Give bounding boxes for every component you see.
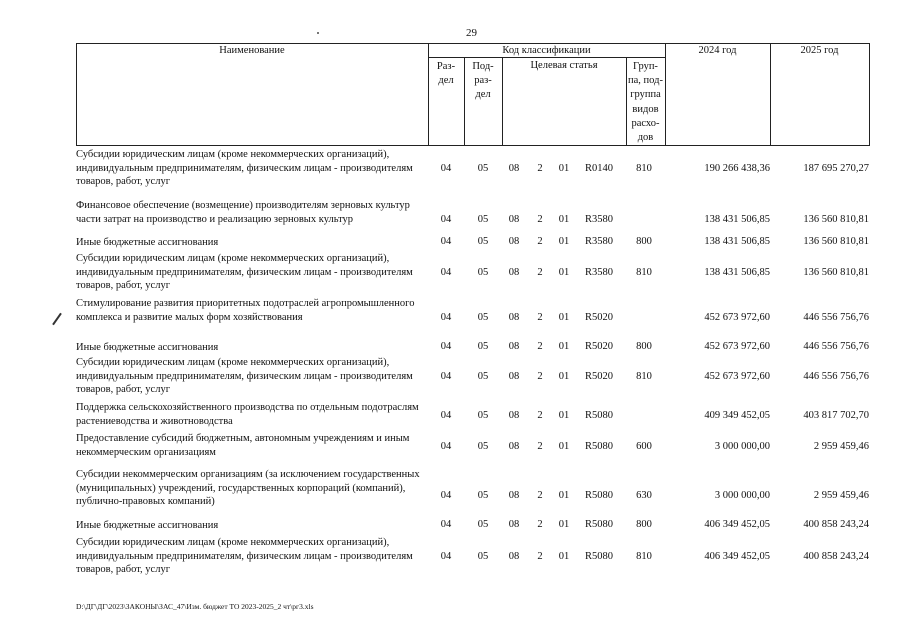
cell-rz: 04: [440, 371, 452, 382]
cell-rz: 04: [440, 519, 452, 530]
cell-c2: 2: [537, 236, 543, 247]
row-name: Иные бюджетные ассигнования: [76, 237, 219, 248]
header-border-left: [76, 43, 77, 146]
cell-pr: 05: [477, 551, 489, 562]
header-name: Наименование: [219, 45, 285, 56]
cell-c3: 01: [558, 490, 570, 501]
cell-pr: 05: [477, 371, 489, 382]
cell-c3: 01: [558, 410, 570, 421]
cell-amount-2025: 187 695 270,27: [803, 163, 869, 174]
cell-amount-2025: 400 858 243,24: [803, 519, 869, 530]
cell-vr: 800: [636, 519, 652, 530]
cell-amount-2024: 190 266 438,36: [704, 163, 770, 174]
cell-pr: 05: [477, 341, 489, 352]
cell-c4: R3580: [584, 214, 613, 225]
row-name: Финансовое обеспечение (возмещение) производителям зерновых культур части затрат на производство и реализацию зерновых культур: [76, 200, 410, 225]
cell-c3: 01: [558, 163, 570, 174]
header-border-name: [428, 43, 429, 146]
cell-pr: 05: [477, 441, 489, 452]
row-name: Субсидии юридическим лицам (кроме некоммерческих организаций), индивидуальным предпринимателям, физическим лицам - производителям товаров, работ, услуг: [76, 253, 413, 291]
cell-amount-2025: 136 560 810,81: [803, 267, 869, 278]
header-section: Раз- дел: [436, 61, 456, 86]
cell-vr: 810: [636, 551, 652, 562]
file-path-footer: D:\ДГ\ДГ\2023\ЗАКОНЫ\ЗАС_47\Изм. бюджет ТО 2023-2025_2 чт\рг3.xls: [76, 602, 314, 611]
cell-c1: 08: [508, 551, 520, 562]
cell-c3: 01: [558, 214, 570, 225]
cell-c2: 2: [537, 163, 543, 174]
header-year-2025: 2025 год: [800, 45, 839, 56]
row-name: Субсидии некоммерческим организациям (за исключением государственных (муниципальных) учреждений, государственных корпораций (компаний), публично-правовых компаний): [76, 469, 420, 507]
page-number: 29: [466, 27, 477, 39]
cell-rz: 04: [440, 441, 452, 452]
cell-amount-2024: 409 349 452,05: [704, 410, 770, 421]
cell-amount-2024: 406 349 452,05: [704, 551, 770, 562]
cell-c1: 08: [508, 441, 520, 452]
cell-pr: 05: [477, 214, 489, 225]
cell-amount-2025: 136 560 810,81: [803, 214, 869, 225]
cell-amount-2025: 446 556 756,76: [803, 341, 869, 352]
cell-amount-2025: 2 959 459,46: [813, 490, 869, 501]
cell-c4: R3580: [584, 236, 613, 247]
cell-c3: 01: [558, 519, 570, 530]
row-name: Предоставление субсидий бюджетным, автономным учреждениям и иным некоммерческим организациям: [76, 433, 410, 458]
cell-amount-2024: 406 349 452,05: [704, 519, 770, 530]
cell-amount-2025: 446 556 756,76: [803, 312, 869, 323]
header-bottom-line: [76, 145, 870, 146]
header-code-group: Код классификации: [502, 45, 591, 56]
cell-rz: 04: [440, 312, 452, 323]
header-top-line: [76, 43, 870, 44]
row-name: Субсидии юридическим лицам (кроме некоммерческих организаций), индивидуальным предпринимателям, физическим лицам - производителям товаров, работ, услуг: [76, 537, 413, 575]
cell-c2: 2: [537, 267, 543, 278]
row-name: Иные бюджетные ассигнования: [76, 520, 219, 531]
header-border-group: [665, 43, 666, 146]
cell-pr: 05: [477, 236, 489, 247]
cell-amount-2024: 452 673 972,60: [704, 341, 770, 352]
cell-amount-2024: 452 673 972,60: [704, 312, 770, 323]
cell-c4: R5020: [584, 371, 613, 382]
cell-pr: 05: [477, 490, 489, 501]
cell-c4: R5080: [584, 490, 613, 501]
cell-c4: R5020: [584, 341, 613, 352]
cell-rz: 04: [440, 267, 452, 278]
cell-c4: R5080: [584, 441, 613, 452]
row-name: Субсидии юридическим лицам (кроме некоммерческих организаций), индивидуальным предпринимателям, физическим лицам - производителям товаров, работ, услуг: [76, 149, 413, 187]
header-target-article: Целевая статья: [530, 60, 598, 71]
cell-c1: 08: [508, 236, 520, 247]
cell-amount-2025: 446 556 756,76: [803, 371, 869, 382]
cell-amount-2024: 3 000 000,00: [714, 441, 770, 452]
cell-amount-2025: 136 560 810,81: [803, 236, 869, 247]
cell-c2: 2: [537, 410, 543, 421]
header-border-right: [869, 43, 870, 146]
cell-rz: 04: [440, 236, 452, 247]
cell-rz: 04: [440, 490, 452, 501]
cell-rz: 04: [440, 410, 452, 421]
cell-c2: 2: [537, 371, 543, 382]
header-year-2024: 2024 год: [698, 45, 737, 56]
cell-vr: 810: [636, 267, 652, 278]
cell-c2: 2: [537, 519, 543, 530]
cell-amount-2024: 138 431 506,85: [704, 267, 770, 278]
cell-rz: 04: [440, 163, 452, 174]
cell-amount-2024: 452 673 972,60: [704, 371, 770, 382]
cell-pr: 05: [477, 519, 489, 530]
cell-vr: 600: [636, 441, 652, 452]
row-name: Стимулирование развития приоритетных подотраслей агропромышленного комплекса и развитие малых форм хозяйствования: [76, 298, 415, 323]
cell-c4: R0140: [584, 163, 613, 174]
cell-c4: R5080: [584, 410, 613, 421]
cell-c1: 08: [508, 312, 520, 323]
cell-c1: 08: [508, 410, 520, 421]
cell-pr: 05: [477, 312, 489, 323]
cell-vr: 810: [636, 163, 652, 174]
cell-c1: 08: [508, 519, 520, 530]
cell-c2: 2: [537, 214, 543, 225]
cell-c4: R5080: [584, 551, 613, 562]
row-name: Иные бюджетные ассигнования: [76, 342, 219, 353]
cell-c1: 08: [508, 214, 520, 225]
cell-c3: 01: [558, 551, 570, 562]
cell-amount-2025: 400 858 243,24: [803, 551, 869, 562]
cell-amount-2024: 138 431 506,85: [704, 236, 770, 247]
cell-c3: 01: [558, 267, 570, 278]
cell-pr: 05: [477, 163, 489, 174]
cell-amount-2024: 3 000 000,00: [714, 490, 770, 501]
cell-c3: 01: [558, 441, 570, 452]
header-subsection: Под- раз- дел: [472, 61, 494, 100]
pen-mark: [52, 313, 62, 326]
cell-c2: 2: [537, 490, 543, 501]
cell-c1: 08: [508, 163, 520, 174]
cell-c1: 08: [508, 341, 520, 352]
cell-vr: 800: [636, 341, 652, 352]
cell-c1: 08: [508, 267, 520, 278]
scan-speck: [317, 32, 319, 34]
cell-c1: 08: [508, 490, 520, 501]
cell-vr: 810: [636, 371, 652, 382]
cell-c2: 2: [537, 312, 543, 323]
cell-pr: 05: [477, 410, 489, 421]
cell-rz: 04: [440, 341, 452, 352]
cell-amount-2025: 403 817 702,70: [803, 410, 869, 421]
cell-vr: 630: [636, 490, 652, 501]
cell-pr: 05: [477, 267, 489, 278]
cell-c2: 2: [537, 551, 543, 562]
cell-c2: 2: [537, 441, 543, 452]
cell-c3: 01: [558, 236, 570, 247]
cell-c4: R3580: [584, 267, 613, 278]
cell-c1: 08: [508, 371, 520, 382]
cell-rz: 04: [440, 214, 452, 225]
cell-amount-2025: 2 959 459,46: [813, 441, 869, 452]
cell-rz: 04: [440, 551, 452, 562]
cell-amount-2024: 138 431 506,85: [704, 214, 770, 225]
cell-c2: 2: [537, 341, 543, 352]
cell-vr: 800: [636, 236, 652, 247]
cell-c4: R5020: [584, 312, 613, 323]
row-name: Поддержка сельскохозяйственного производства по отдельным подотраслям растениеводства и животноводства: [76, 402, 419, 427]
row-name: Субсидии юридическим лицам (кроме некоммерческих организаций), индивидуальным предпринимателям, физическим лицам - производителям товаров, работ, услуг: [76, 357, 413, 395]
cell-c3: 01: [558, 312, 570, 323]
cell-c4: R5080: [584, 519, 613, 530]
header-border-year1: [770, 43, 771, 146]
cell-c3: 01: [558, 371, 570, 382]
cell-c3: 01: [558, 341, 570, 352]
header-expense-group: Груп- па, под- группа видов расхо- дов: [628, 61, 663, 144]
